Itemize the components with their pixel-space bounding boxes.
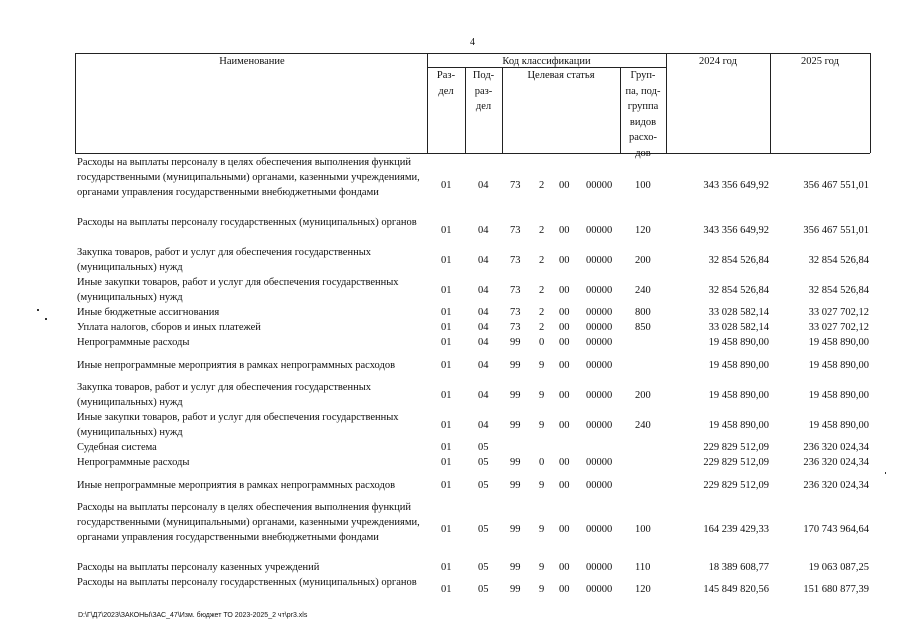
row-amount-2024: 32 854 526,84	[708, 285, 769, 296]
row-group: 200	[635, 255, 651, 266]
row-razdel: 01	[441, 337, 452, 348]
row-amount-2025: 32 854 526,84	[808, 255, 869, 266]
row-amount-2024: 32 854 526,84	[708, 255, 769, 266]
row-amount-2024: 18 389 608,77	[708, 562, 769, 573]
row-name: Расходы на выплаты персоналу в целях обеспечения выполнения функций государственными (муниципальными) органами, казенными учреждениями, органами управления государственными внебюджетными фондами	[77, 502, 420, 543]
row-target-4: 00000	[586, 180, 613, 191]
row-amount-2025: 19 063 087,25	[808, 562, 869, 573]
header-group: Груп- па, под- группа видов расхо- дов	[625, 70, 661, 159]
row-target-2: 9	[539, 420, 545, 431]
row-razdel: 01	[441, 524, 452, 535]
row-razdel: 01	[441, 180, 452, 191]
row-podrazdel: 04	[478, 322, 489, 333]
table-row	[0, 470, 905, 500]
row-target-3: 00	[559, 307, 570, 318]
row-podrazdel: 04	[478, 420, 489, 431]
row-podrazdel: 04	[478, 337, 489, 348]
header-year-2024: 2024 год	[699, 56, 737, 67]
row-group: 100	[635, 180, 651, 191]
row-amount-2024: 343 356 649,92	[703, 225, 769, 236]
row-amount-2024: 33 028 582,14	[708, 322, 769, 333]
row-target-3: 00	[559, 524, 570, 535]
row-razdel: 01	[441, 442, 452, 453]
table-row	[0, 440, 905, 455]
row-target-4: 00000	[586, 420, 613, 431]
row-group: 110	[635, 562, 651, 573]
row-razdel: 01	[441, 285, 452, 296]
row-target-2: 0	[539, 337, 545, 348]
row-name: Иные закупки товаров, работ и услуг для обеспечения государственных (муниципальных) нужд	[77, 277, 399, 303]
row-podrazdel: 05	[478, 442, 489, 453]
row-group: 100	[635, 524, 651, 535]
row-target-4: 00000	[586, 225, 613, 236]
table-row	[0, 575, 905, 605]
scan-speck	[45, 318, 47, 320]
row-podrazdel: 04	[478, 180, 489, 191]
row-podrazdel: 04	[478, 225, 489, 236]
row-amount-2024: 164 239 429,33	[703, 524, 769, 535]
table-row	[0, 305, 905, 320]
row-razdel: 01	[441, 225, 452, 236]
header-code-classification: Код классификации	[502, 56, 591, 67]
row-name: Расходы на выплаты персоналу казенных учреждений	[77, 562, 320, 573]
row-target-1: 99	[510, 360, 521, 371]
row-target-3: 00	[559, 360, 570, 371]
row-razdel: 01	[441, 255, 452, 266]
row-target-2: 9	[539, 480, 545, 491]
header-razdel: Раз- дел	[436, 70, 456, 97]
table-row	[0, 335, 905, 350]
row-target-4: 00000	[586, 360, 613, 371]
row-target-3: 00	[559, 285, 570, 296]
row-name: Уплата налогов, сборов и иных платежей	[77, 322, 261, 333]
row-amount-2025: 19 458 890,00	[808, 360, 869, 371]
row-razdel: 01	[441, 307, 452, 318]
row-group: 850	[635, 322, 651, 333]
table-row	[0, 320, 905, 335]
row-razdel: 01	[441, 562, 452, 573]
table-row	[0, 215, 905, 245]
row-target-1: 99	[510, 562, 521, 573]
row-amount-2025: 236 320 024,34	[803, 480, 869, 491]
row-razdel: 01	[441, 457, 452, 468]
row-target-4: 00000	[586, 524, 613, 535]
row-target-1: 99	[510, 480, 521, 491]
row-name: Расходы на выплаты персоналу государственных (муниципальных) органов	[77, 577, 417, 588]
row-target-3: 00	[559, 180, 570, 191]
row-target-3: 00	[559, 420, 570, 431]
row-amount-2025: 19 458 890,00	[808, 390, 869, 401]
row-target-1: 73	[510, 255, 521, 266]
row-razdel: 01	[441, 584, 452, 595]
row-target-3: 00	[559, 457, 570, 468]
row-group: 240	[635, 420, 651, 431]
row-name: Расходы на выплаты персоналу в целях обеспечения выполнения функций государственными (муниципальными) органами, казенными учреждениями, органами управления государственными внебюджетными фондами	[77, 157, 420, 198]
row-target-2: 2	[539, 180, 545, 191]
row-target-4: 00000	[586, 457, 613, 468]
row-target-2: 2	[539, 285, 545, 296]
row-target-3: 00	[559, 480, 570, 491]
header-year-2025: 2025 год	[801, 56, 839, 67]
row-podrazdel: 04	[478, 285, 489, 296]
row-target-4: 00000	[586, 562, 613, 573]
table-row	[0, 380, 905, 410]
row-podrazdel: 05	[478, 480, 489, 491]
row-amount-2024: 343 356 649,92	[703, 180, 769, 191]
row-amount-2025: 32 854 526,84	[808, 285, 869, 296]
header-podrazdel: Под- раз- дел	[472, 70, 495, 112]
row-group: 800	[635, 307, 651, 318]
row-podrazdel: 04	[478, 255, 489, 266]
row-podrazdel: 05	[478, 562, 489, 573]
row-target-4: 00000	[586, 285, 613, 296]
row-amount-2025: 151 680 877,39	[803, 584, 869, 595]
row-podrazdel: 05	[478, 524, 489, 535]
row-target-1: 73	[510, 285, 521, 296]
table-row	[0, 245, 905, 275]
row-amount-2025: 236 320 024,34	[803, 442, 869, 453]
row-target-2: 2	[539, 307, 545, 318]
scan-speck	[885, 472, 886, 474]
table-row	[0, 560, 905, 575]
row-target-2: 2	[539, 322, 545, 333]
page-number: 4	[470, 37, 475, 48]
row-podrazdel: 04	[478, 360, 489, 371]
row-target-4: 00000	[586, 307, 613, 318]
row-name: Закупка товаров, работ и услуг для обеспечения государственных (муниципальных) нужд	[77, 382, 372, 408]
row-name: Иные закупки товаров, работ и услуг для обеспечения государственных (муниципальных) нужд	[77, 412, 399, 438]
row-amount-2024: 19 458 890,00	[708, 390, 769, 401]
table-row	[0, 155, 905, 215]
row-target-2: 0	[539, 457, 545, 468]
row-amount-2025: 170 743 964,64	[803, 524, 869, 535]
row-group: 240	[635, 285, 651, 296]
row-name: Судебная система	[77, 442, 157, 453]
row-target-3: 00	[559, 337, 570, 348]
row-razdel: 01	[441, 322, 452, 333]
row-group: 120	[635, 225, 651, 236]
row-amount-2024: 19 458 890,00	[708, 360, 769, 371]
row-podrazdel: 04	[478, 390, 489, 401]
row-amount-2025: 19 458 890,00	[808, 420, 869, 431]
row-amount-2025: 33 027 702,12	[808, 322, 869, 333]
row-group: 120	[635, 584, 651, 595]
table-row	[0, 275, 905, 305]
row-amount-2024: 33 028 582,14	[708, 307, 769, 318]
row-amount-2025: 236 320 024,34	[803, 457, 869, 468]
row-name: Расходы на выплаты персоналу государственных (муниципальных) органов	[77, 217, 417, 228]
row-target-4: 00000	[586, 584, 613, 595]
row-amount-2025: 356 467 551,01	[803, 180, 869, 191]
row-razdel: 01	[441, 360, 452, 371]
row-target-1: 99	[510, 584, 521, 595]
row-target-2: 9	[539, 390, 545, 401]
header-name: Наименование	[219, 56, 285, 67]
row-target-2: 9	[539, 524, 545, 535]
row-target-1: 99	[510, 337, 521, 348]
row-target-2: 2	[539, 225, 545, 236]
row-amount-2024: 145 849 820,56	[703, 584, 769, 595]
row-podrazdel: 05	[478, 584, 489, 595]
row-amount-2024: 19 458 890,00	[708, 420, 769, 431]
row-podrazdel: 05	[478, 457, 489, 468]
row-target-2: 9	[539, 562, 545, 573]
table-row	[0, 350, 905, 380]
row-razdel: 01	[441, 390, 452, 401]
row-amount-2024: 229 829 512,09	[703, 442, 769, 453]
footer-file-path: D:\Г\Д7\2023\ЗАКОНЫ\ЗАС_47\Изм. бюджет ТО 2023-2025_2 чт\pr3.xls	[78, 612, 308, 619]
row-target-2: 9	[539, 584, 545, 595]
row-name: Иные непрограммные мероприятия в рамках непрограммных расходов	[77, 360, 396, 371]
row-target-1: 73	[510, 180, 521, 191]
row-amount-2025: 33 027 702,12	[808, 307, 869, 318]
row-target-4: 00000	[586, 322, 613, 333]
row-amount-2024: 229 829 512,09	[703, 480, 769, 491]
row-target-2: 9	[539, 360, 545, 371]
row-amount-2024: 229 829 512,09	[703, 457, 769, 468]
row-podrazdel: 04	[478, 307, 489, 318]
row-target-2: 2	[539, 255, 545, 266]
row-target-1: 99	[510, 524, 521, 535]
row-name: Непрограммные расходы	[77, 457, 190, 468]
row-target-1: 73	[510, 307, 521, 318]
row-amount-2025: 19 458 890,00	[808, 337, 869, 348]
row-target-3: 00	[559, 390, 570, 401]
row-target-1: 99	[510, 390, 521, 401]
row-target-1: 73	[510, 322, 521, 333]
row-target-3: 00	[559, 562, 570, 573]
table-row	[0, 455, 905, 470]
row-target-4: 00000	[586, 390, 613, 401]
row-target-1: 99	[510, 457, 521, 468]
scan-speck	[37, 309, 39, 311]
row-target-4: 00000	[586, 255, 613, 266]
row-target-3: 00	[559, 225, 570, 236]
row-name: Иные бюджетные ассигнования	[77, 307, 220, 318]
row-razdel: 01	[441, 480, 452, 491]
row-target-1: 99	[510, 420, 521, 431]
row-target-4: 00000	[586, 480, 613, 491]
row-amount-2024: 19 458 890,00	[708, 337, 769, 348]
row-name: Иные непрограммные мероприятия в рамках непрограммных расходов	[77, 480, 396, 491]
row-target-3: 00	[559, 322, 570, 333]
row-name: Непрограммные расходы	[77, 337, 190, 348]
row-target-3: 00	[559, 584, 570, 595]
row-target-3: 00	[559, 255, 570, 266]
header-target-article: Целевая статья	[527, 70, 595, 81]
row-target-1: 73	[510, 225, 521, 236]
row-group: 200	[635, 390, 651, 401]
row-name: Закупка товаров, работ и услуг для обеспечения государственных (муниципальных) нужд	[77, 247, 372, 273]
row-amount-2025: 356 467 551,01	[803, 225, 869, 236]
row-target-4: 00000	[586, 337, 613, 348]
table-row	[0, 410, 905, 440]
row-razdel: 01	[441, 420, 452, 431]
table-row	[0, 500, 905, 560]
